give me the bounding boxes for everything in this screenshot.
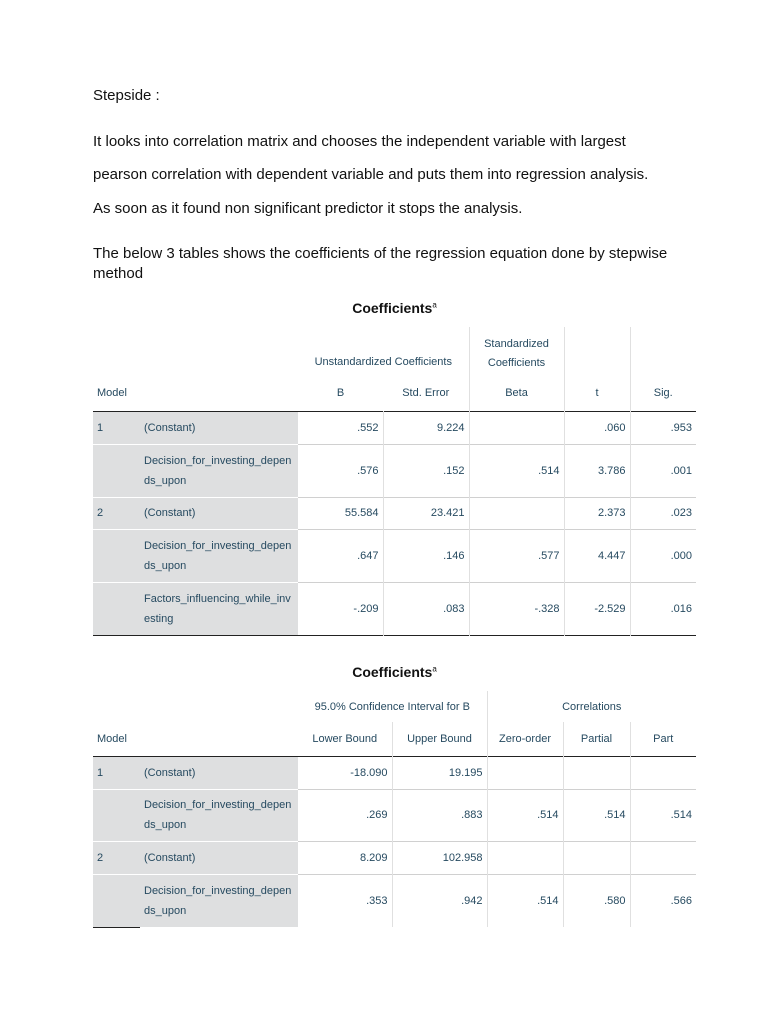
table-row: Decision_for_investing_depends_upon .647 .146 .577 4.447 .000 <box>93 529 696 582</box>
coefficients-table-1 <box>93 327 696 636</box>
coefficients-table-2 <box>93 691 696 928</box>
header-standardized: Standardized Coefficients <box>469 327 564 375</box>
paragraph-line-2: pearson correlation with dependent variable and puts them into regression analysis. <box>93 166 649 183</box>
header-model: Model <box>97 732 127 745</box>
paragraph-line-1: It looks into correlation matrix and chooses the independent variable with largest <box>93 133 626 150</box>
paragraph-line-3: As soon as it found non significant predictor it stops the analysis. <box>93 200 523 217</box>
header-beta: Beta <box>469 375 564 411</box>
table2-title: Coefficients$^a$ <box>352 664 437 680</box>
header-b: B <box>336 386 345 399</box>
table-row: Decision_for_investing_depends_upon .576 .152 .514 3.786 .001 <box>93 444 696 497</box>
header-confidence-interval: 95.0% Confidence Interval for B <box>314 700 470 713</box>
section-heading: Stepside : <box>93 87 160 104</box>
header-partial: Partial <box>563 722 630 756</box>
table-row: Factors_influencing_while_investing -.209 .083 -.328 -2.529 .016 <box>93 582 696 635</box>
header-lower-bound: Lower Bound <box>312 732 378 745</box>
table1-title: Coefficients$^a$ <box>352 300 437 316</box>
header-part: Part <box>630 722 696 756</box>
header-t: t <box>564 375 630 411</box>
table-row: 2 (Constant) 55.584 23.421 2.373 .023 <box>93 497 696 529</box>
header-correlations: Correlations <box>487 691 696 722</box>
table-row: 1 (Constant) .552 9.224 .060 .953 <box>93 411 696 444</box>
header-zero-order: Zero-order <box>487 722 563 756</box>
header-sig: Sig. <box>630 375 696 411</box>
table-row: Decision_for_investing_depends_upon .353 .942 .514 .580 .566 <box>93 874 696 927</box>
table-row: 1 (Constant) -18.090 19.195 <box>93 756 696 789</box>
paragraph-intro-tables: The below 3 tables shows the coefficients of the regression equation done by stepwise method <box>93 245 668 282</box>
header-std-error: Std. Error <box>402 386 450 399</box>
header-model: Model <box>97 386 127 399</box>
header-unstandardized: Unstandardized Coefficients <box>314 356 452 368</box>
table-row: 2 (Constant) 8.209 102.958 <box>93 841 696 874</box>
header-upper-bound: Upper Bound <box>392 722 487 756</box>
table-row: Decision_for_investing_depends_upon .269 .883 .514 .514 .514 <box>93 789 696 841</box>
